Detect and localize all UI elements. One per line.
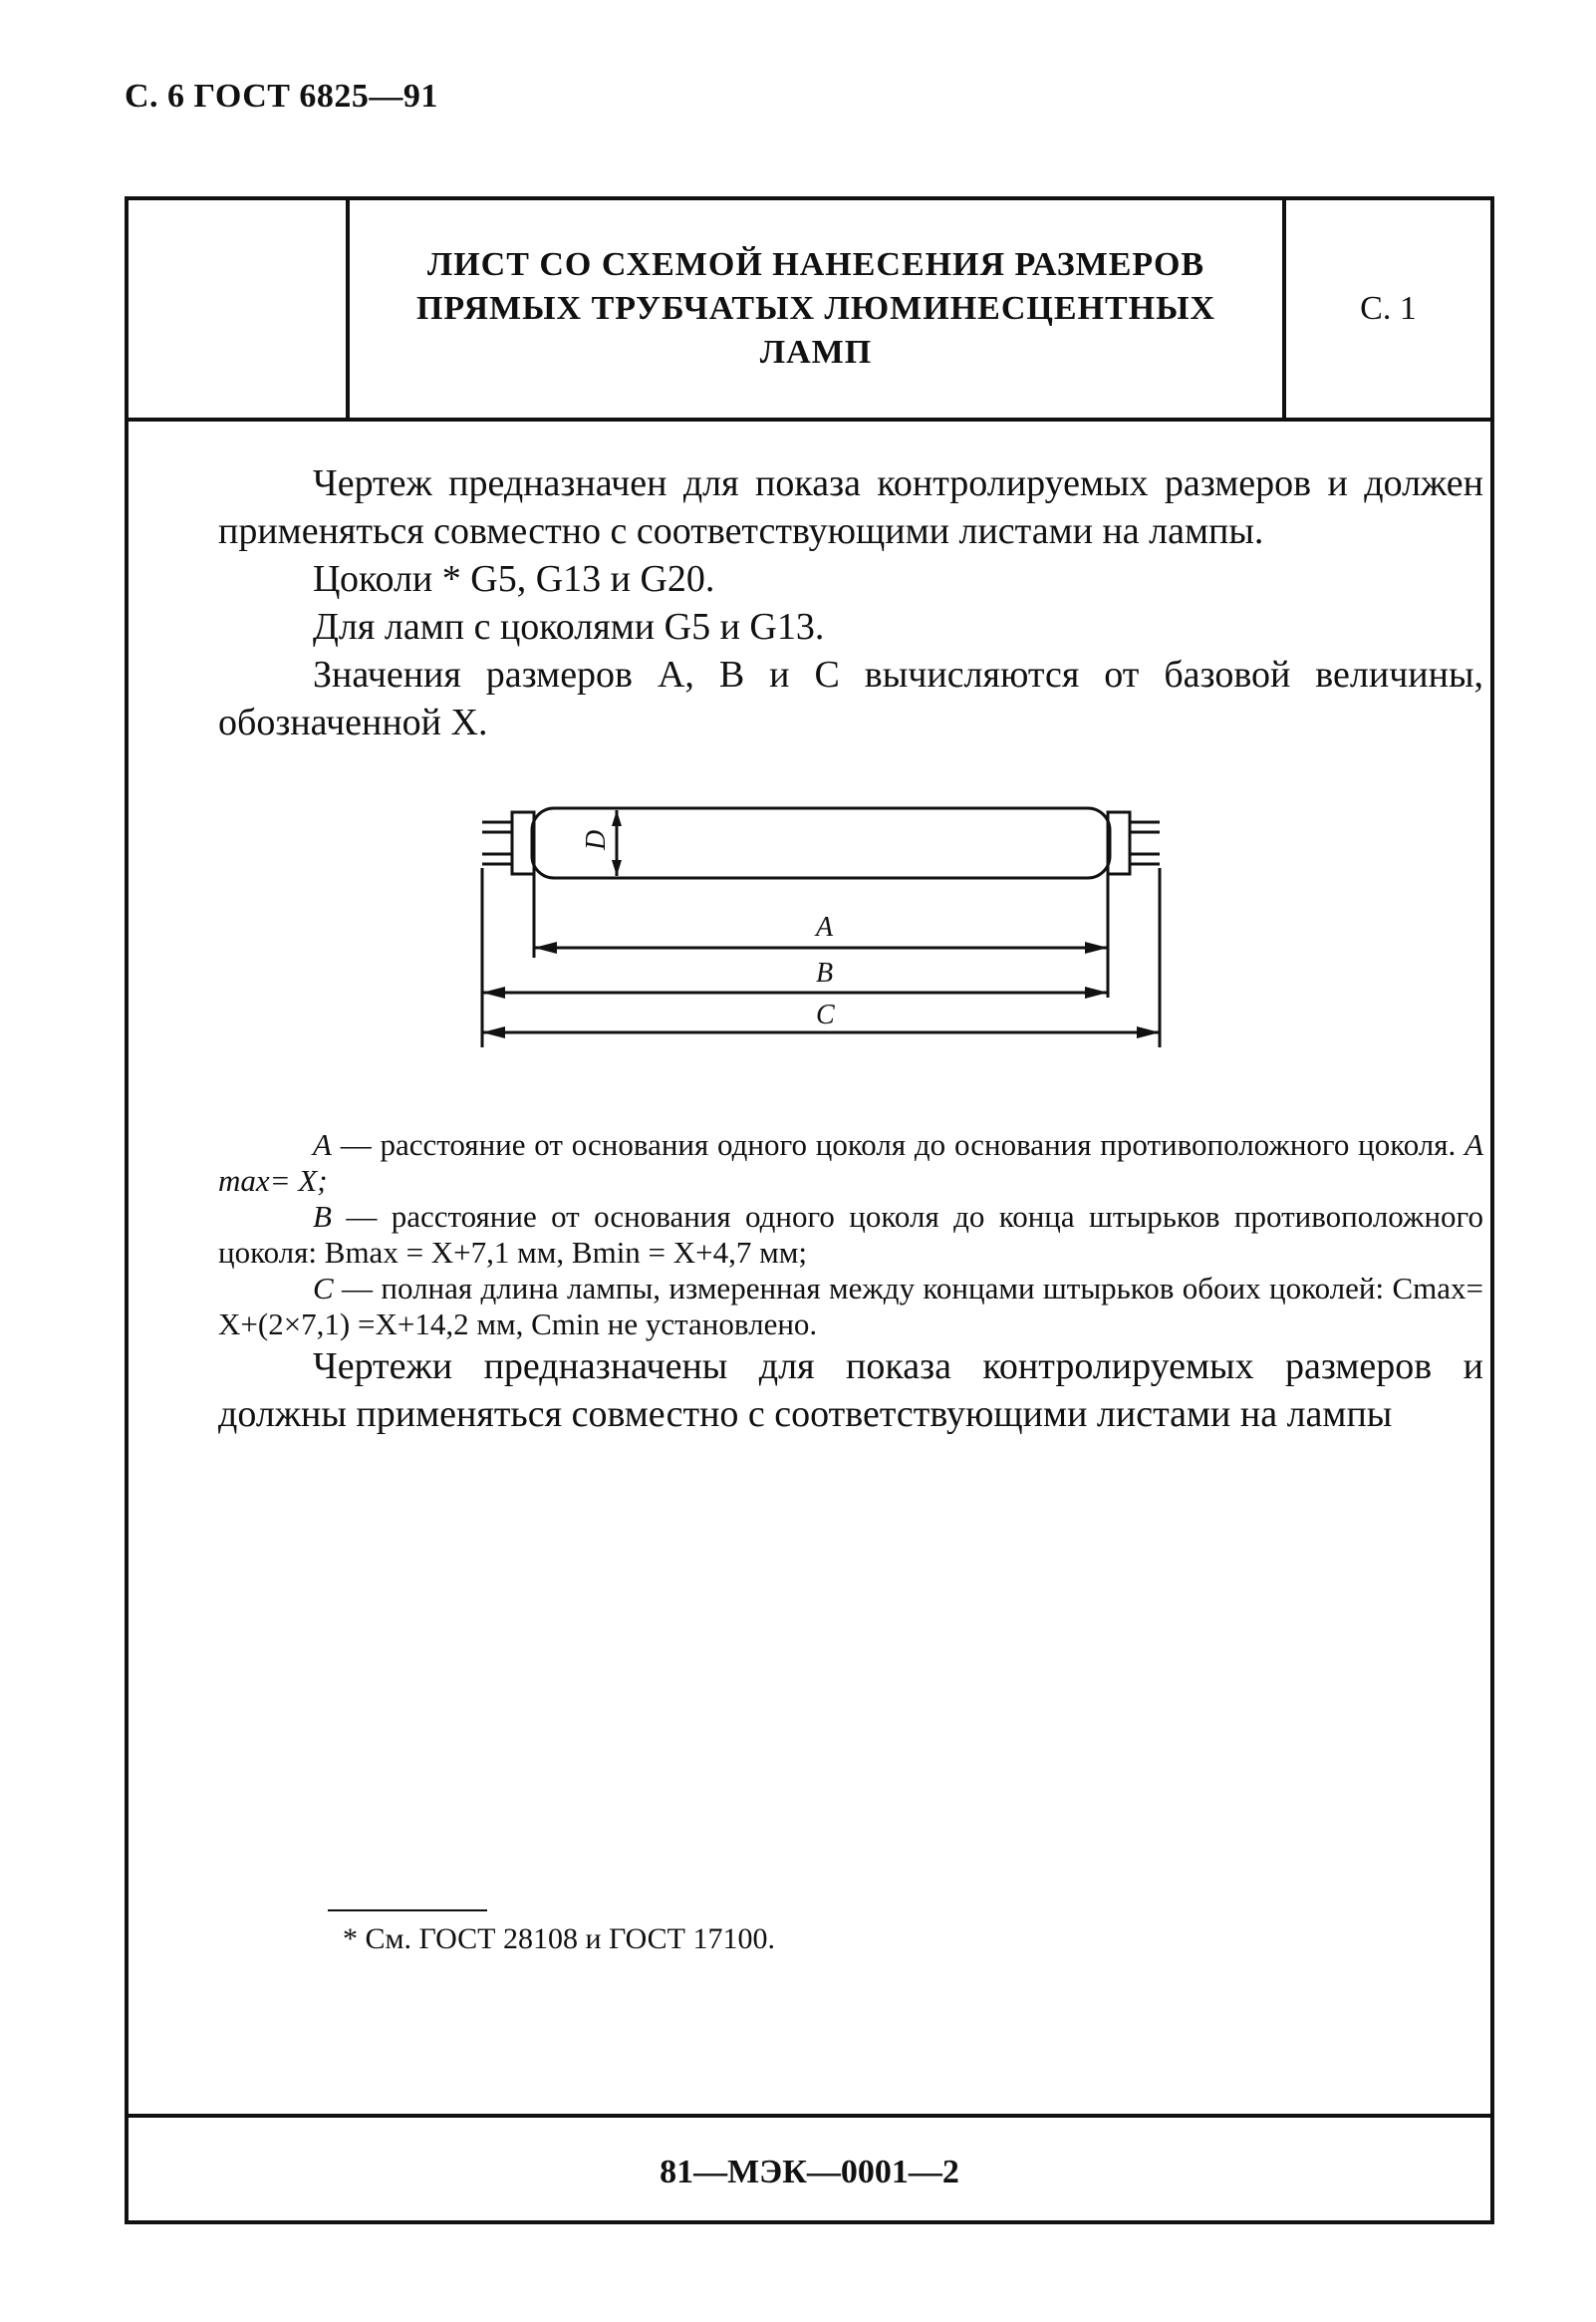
formula-b: Bmax = X+7,1 мм, Bmin = X+4,7 мм;	[324, 1235, 808, 1270]
intro-paragraph-2: Цоколи * G5, G13 и G20.	[313, 558, 715, 600]
d-arrow-top	[612, 810, 622, 826]
title-block-left-cell	[129, 200, 350, 418]
definition-c-text: — полная длина лампы, измеренная между концами штырьков обоих цоколей:	[333, 1271, 1393, 1306]
intro-paragraph-4: Значения размеров A, B и C вычисляются от базовой величины, обозначенной X.	[218, 654, 1483, 743]
footnote: * См. ГОСТ 28108 и ГОСТ 17100.	[343, 1922, 775, 1955]
title-block-sheet-cell	[1286, 200, 1490, 418]
definition-a-text: — расстояние от основания одного цоколя до основания противоположного цоколя.	[331, 1127, 1465, 1162]
definition-c	[218, 1271, 1483, 1342]
title-block	[129, 200, 1490, 422]
b-arrow-left	[482, 987, 505, 999]
b-arrow-right	[1085, 987, 1108, 999]
c-arrow-right	[1137, 1026, 1160, 1038]
c-arrow-left	[482, 1026, 505, 1038]
intro-text	[218, 459, 1483, 746]
definition-b-text: — расстояние от основания одного цоколя до конца штырьков противоположного цоколя:	[218, 1199, 1483, 1270]
definitions	[218, 1127, 1483, 1438]
sheet-title-line-3: ЛАМП	[759, 334, 873, 371]
symbol-c: C	[313, 1271, 334, 1306]
document-frame	[125, 196, 1494, 2224]
page-header: С. 6 ГОСТ 6825—91	[125, 78, 438, 115]
lamp-dimension-diagram	[477, 788, 1204, 1107]
intro-paragraph-1: Чертеж предназначен для показа контролируемых размеров и должен применяться совместно с соответствующими листами на лампы.	[218, 462, 1483, 552]
symbol-a: A	[313, 1127, 332, 1162]
label-b: B	[816, 958, 834, 989]
symbol-b: B	[313, 1199, 332, 1234]
intro-paragraph-3: Для ламп с цоколями G5 и G13.	[313, 606, 825, 648]
definition-b	[218, 1199, 1483, 1271]
label-c: C	[816, 1000, 835, 1030]
formula-c: Cmax= X+(2×7,1) =X+14,2 мм, Cmin не установлено.	[218, 1271, 1483, 1341]
document-code: 81—МЭК—0001—2	[660, 2154, 959, 2190]
footnote-rule	[328, 1909, 487, 1911]
a-arrow-left	[534, 942, 557, 954]
label-a: A	[816, 912, 834, 943]
label-d: D	[581, 829, 612, 850]
sheet-title-line-2: ПРЯМЫХ ТРУБЧАТЫХ ЛЮМИНЕСЦЕНТНЫХ	[415, 290, 1216, 327]
sheet-title-line-1: ЛИСТ СО СХЕМОЙ НАНЕСЕНИЯ РАЗМЕРОВ	[426, 246, 1205, 283]
formula-a: A max= X;	[218, 1127, 1483, 1198]
bottom-rule	[129, 2114, 1490, 2118]
title-block-title-cell	[350, 200, 1286, 418]
sheet-number: С. 1	[1360, 290, 1417, 327]
final-paragraph: Чертежи предназначены для показа контролируемых размеров и должны применяться совместно с соответствующими листами на лампы	[218, 1345, 1483, 1435]
a-arrow-right	[1085, 942, 1108, 954]
sheet-title	[416, 243, 1215, 375]
definition-a	[218, 1127, 1483, 1199]
d-arrow-bottom	[612, 860, 622, 876]
